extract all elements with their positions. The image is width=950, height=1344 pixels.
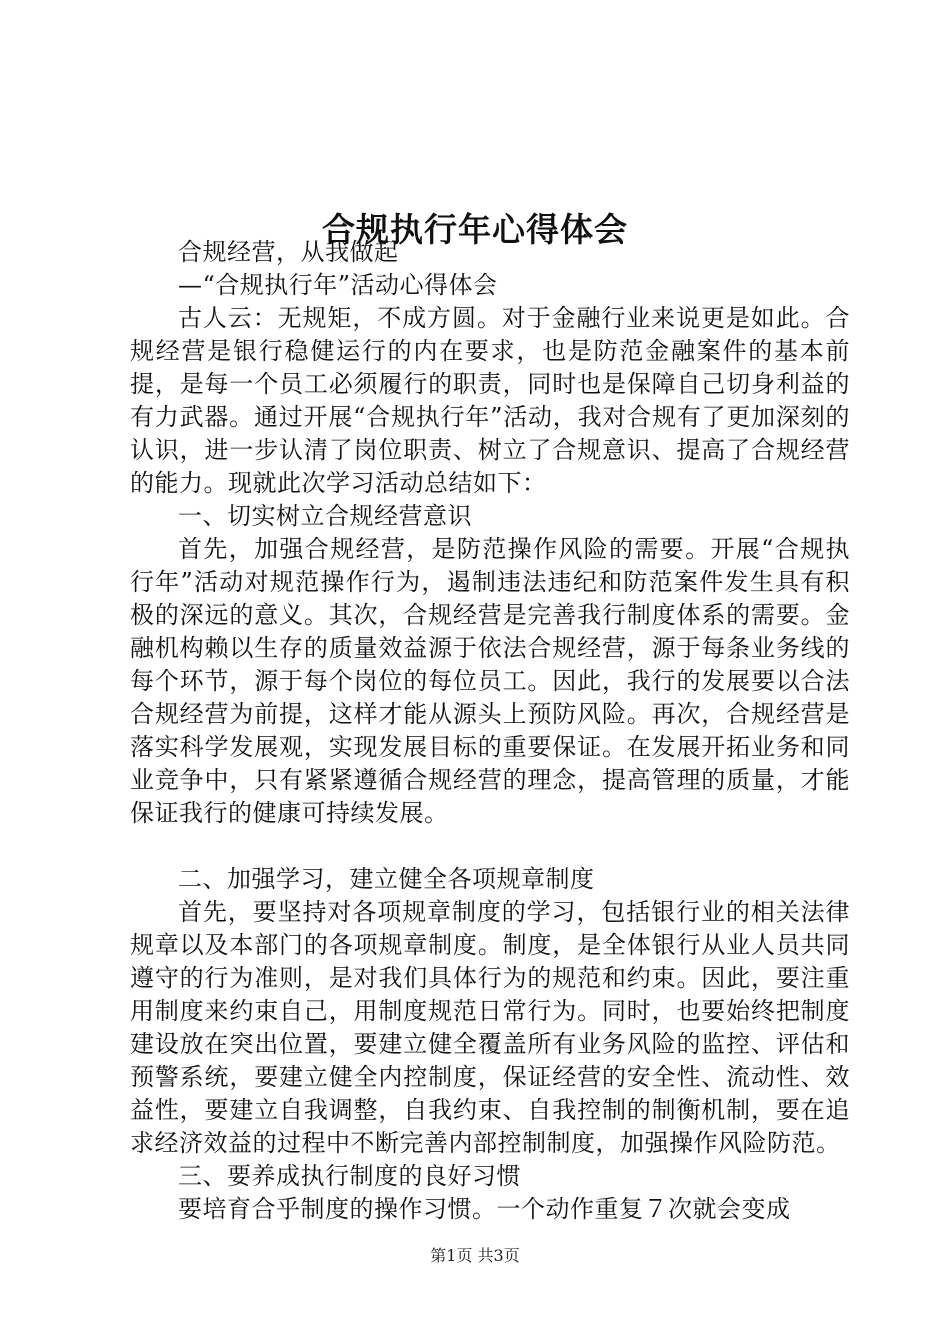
subtitle-activity: —“合规执行年”活动心得体会 xyxy=(178,271,498,299)
document-title: 合规执行年心得体会 xyxy=(322,210,628,250)
section-heading-2: 二、加强学习，建立健全各项规章制度 xyxy=(178,865,595,893)
paragraph-section-3: 要培育合乎制度的操作习惯。一个动作重复７次就会变成 xyxy=(178,1195,791,1223)
paragraph-section-1: 首先，加强合规经营，是防范操作风险的需要。开展“合规执行年”活动对规范操作行为，遏制违法违纪和防范案件发生具有积极的深远的意义。其次，合规经营是完善我行制度体系的需要。金融机构赖以生存的质量效益源于依法合规经营，源于每条业务线的每个环节，源于每个岗位的每位员工。因此，我行的发展要以合法合规经营为前提，这样才能从源头上预防风险。再次，合规经营是落实科学发展观，实现发展目标的重要保证。在发展开拓业务和同业竞争中，只有紧紧遵循合规经营的理念，提高管理的质量，才能保证我行的健康可持续发展。 xyxy=(130,535,850,827)
paragraph-intro: 古人云：无规矩，不成方圆。对于金融行业来说更是如此。合规经营是银行稳健运行的内在要求，也是防范金融案件的基本前提，是每一个员工必须履行的职责，同时也是保障自己切身利益的有力武器。通过开展“合规执行年”活动，我对合规有了更加深刻的认识，进一步认清了岗位职责、树立了合规意识、提高了合规经营的能力。现就此次学习活动总结如下： xyxy=(130,304,850,497)
section-heading-1: 一、切实树立合规经营意识 xyxy=(178,502,472,530)
subtitle-line: 合规经营，从我做起 xyxy=(178,238,399,266)
page-footer: 第1页 共3页 xyxy=(430,1246,520,1265)
section-heading-3: 三、要养成执行制度的良好习惯 xyxy=(178,1162,521,1190)
document-body xyxy=(130,236,850,1226)
paragraph-section-2: 首先，要坚持对各项规章制度的学习，包括银行业的相关法律规章以及本部门的各项规章制度。制度，是全体银行从业人员共同遵守的行为准则，是对我们具体行为的规范和约束。因此，要注重用制度来约束自己，用制度规范日常行为。同时，也要始终把制度建设放在突出位置，要建立健全覆盖所有业务风险的监控、评估和预警系统，要建立健全内控制度，保证经营的安全性、流动性、效益性，要建立自我调整，自我约束、自我控制的制衡机制，要在追求经济效益的过程中不断完善内部控制制度，加强操作风险防范。 xyxy=(130,898,850,1157)
